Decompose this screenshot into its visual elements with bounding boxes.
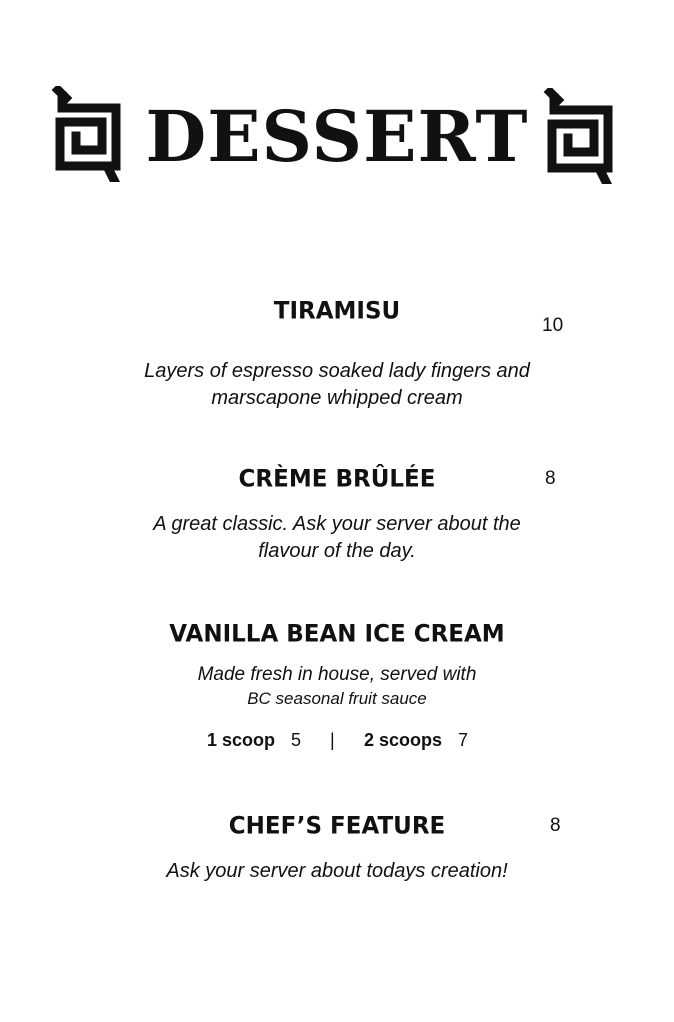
option-price: 7 <box>458 730 469 750</box>
menu-item-description: marscapone whipped cream <box>211 387 463 409</box>
option-label: 1 scoop <box>207 730 276 750</box>
option-price: 5 <box>291 730 302 750</box>
option-separator: | <box>330 730 335 750</box>
menu-item-description: Made fresh in house, served with <box>197 664 477 685</box>
page-title: DESSERT <box>145 95 529 178</box>
menu-item-name: TIRAMISU <box>273 297 401 325</box>
menu-item-description: A great classic. Ask your server about the <box>153 513 521 535</box>
menu-item-description: flavour of the day. <box>258 540 416 562</box>
spiral-square-logo-icon <box>542 88 616 184</box>
menu-item-name: CRÈME BRÛLÉE <box>238 465 436 493</box>
menu-item-price: 8 <box>550 815 561 836</box>
menu-item-price: 10 <box>542 315 564 336</box>
menu-item-name: VANILLA BEAN ICE CREAM <box>169 620 505 648</box>
option-label: 2 scoops <box>364 730 443 750</box>
menu-item-description: Layers of espresso soaked lady fingers and <box>144 360 530 382</box>
menu-item-price: 8 <box>545 468 556 489</box>
menu-item-description: BC seasonal fruit sauce <box>247 689 427 708</box>
menu-item-description: Ask your server about todays creation! <box>166 860 508 882</box>
menu-item-name: CHEF’S FEATURE <box>228 812 446 840</box>
